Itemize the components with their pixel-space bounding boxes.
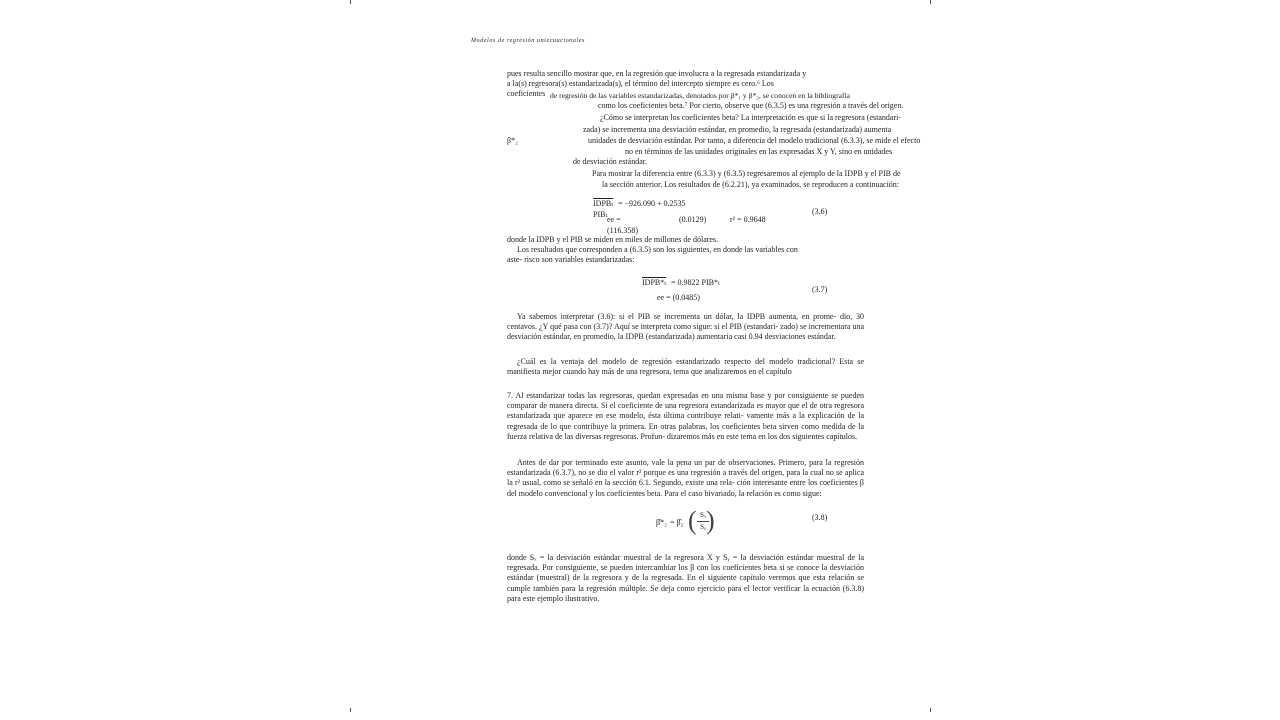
text-line: Para mostrar la diferencia entre (6.3.3) y (6.3.5) regresaremos al ejemplo de la IDPB y el PIB de [592,169,901,178]
text-line: donde la IDPB y el PIB se miden en miles de millones de dólares. [507,235,719,244]
equation-3-7-ee: ee = (0.0485) [657,293,700,302]
text-line: la sección anterior. Los resultados de (6.2.21), ya examinados, se reproducen a continuación: [602,180,900,189]
crop-mark-bottom-left [350,708,351,712]
text-line: zada) se incrementa una desviación estándar, en promedio, la regresada (estandarizada) aumenta [583,125,892,134]
equation-3-6-ee-label: ee = [607,215,621,224]
paragraph: ¿Cuál es la ventaja del modelo de regresión estandarizado respecto del modelo tradicional? Esta se manifiesta mejor cuando hay más de una regresora, tema que analizaremos en el capítulo [507,357,864,377]
text-line: pues resulta sencillo mostrar que, en la regresión que involucra a la regresada estandarizada y [507,69,807,78]
equation-3-7-lhs: IDPB*ₜ [642,278,667,287]
equation-3-6-rhs: = −926.090 + 0.2535 [618,199,686,208]
text-line: β*₂ [507,136,518,145]
right-parenthesis: ) [706,506,715,535]
equation-3-8-eq: = β̂₂ [670,518,684,527]
paragraph: 7. Al estandarizar todas las regresoras, quedan expresadas en una misma base y por consiguiente se pueden comparar de manera directa. Si el coeficiente de una regresora estandarizada es mayor que el de otra regresora estandarizada que aparece en ese modelo, ésta última contribuye relati- vamente más a la explicación de la regresada de lo que contribuye la primera. En otras palabras, los coeficientes beta sirven como medida de la fuerza relativa de las diversas regresoras. Profun- dizaremos más en este tema en los dos siguientes capítulos. [507,391,864,441]
text-line: de regresión de las variables estandarizadas, denotados por β*₁ y β*₂, se conocen en la bibliografía [550,91,851,100]
left-parenthesis: ( [688,506,697,535]
paragraph: Ya sabemos interpretar (3.6): si el PIB se incrementa un dólar, la IDPB aumenta, en prome- dio, 30 centavos. ¿Y qué pasa con (3.7)? Aquí se interpreta como sigue: si el PIB (estandari- zado) se incrementara una desviación estándar, en promedio, la IDPB (estandarizada) aumentaría casi 0.94 desviaciones estándar. [507,312,864,342]
equation-3-6-ee1: (116.358) [607,226,639,235]
equation-3-6-r2: r² = 0.9648 [730,215,766,224]
equation-3-7-rhs: = 0.9822 PIB*ₜ [671,278,720,287]
text-line: ¿Cómo se interpretan los coeficientes beta? La interpretación es que si la regresora (estandari- [600,113,901,122]
crop-mark-top-right [930,0,931,4]
paragraph: donde Sₓ = la desviación estándar muestral de la regresora X y Sᵧ = la desviación estándar muestral de la regresada. Por consiguiente, se pueden intercambiar los β con los coeficientes beta si se conoce la desviación estándar (muestral) de la regresora y de la regresada. En el siguiente capítulo veremos que esta relación se cumple también para la regresión múltiple. Se deja como ejercicio para el lector verificar la ecuación (6.3.8) para este ejemplo ilustrativo. [507,553,864,603]
text-line: como los coeficientes beta.⁷ Por cierto, observe que (6.3.5) es una regresión a través del origen. [598,101,904,110]
paragraph: Antes de dar por terminado este asunto, vale la pena un par de observaciones. Primero, para la regresión estandarizada (6.3.7), no se dio el valor r² porque es una regresión a través del origen, para la cual no se aplica la r² usual, como se señaló en la sección 6.1. Segundo, existe una rela- ción interesante entre los coeficientes β del modelo convencional y los coeficientes beta. Para el caso bivariado, la relación es como sigue: [507,458,864,498]
fraction-denominator: Sᵧ [700,523,706,531]
equation-number-3-7: (3.7) [812,285,828,294]
equation-3-6-lhs: IDPBₜ [593,199,614,208]
equation-3-6-pib: PIBₜ [593,210,608,219]
text-line: coeficientes [507,89,546,98]
equation-number-3-8: (3.8) [812,513,828,522]
equation-3-6-ee2: (0.0129) [679,215,707,224]
text-line: Los resultados que corresponden a (6.3.5) son los siguientes, en donde las variables con [517,245,798,254]
text-line: a la(s) regresora(s) estandarizada(s), el término del intercepto siempre es cero.⁶ Los [507,79,774,88]
crop-mark-bottom-right [930,708,931,712]
fraction-numerator: Sₓ [700,511,706,519]
running-header: Modelos de regresión uniecuacionales [471,38,585,44]
text-line: de desviación estándar. [573,157,647,166]
crop-mark-top-left [350,0,351,4]
equation-number-3-6: (3.6) [812,207,828,216]
text-line: unidades de desviación estándar. Por tanto, a diferencia del modelo tradicional (6.3.3), se mide el efecto [588,136,921,145]
text-line: no en términos de las unidades originales en las expresadas X y Y, sino en unidades [625,147,893,156]
equation-3-8-lhs: β̂*₂ [656,518,667,527]
text-line: aste- risco son variables estandarizadas: [507,255,635,264]
